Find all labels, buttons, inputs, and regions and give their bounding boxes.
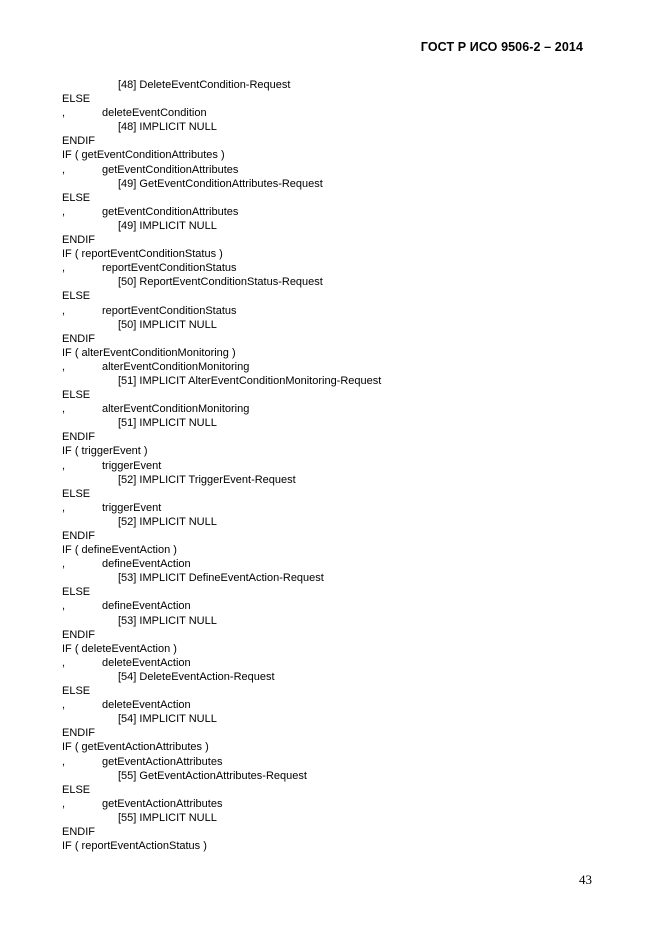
code-keyword: ELSE [62,191,91,204]
code-keyword: ENDIF [62,234,95,247]
code-choice-type: [49] GetEventConditionAttributes-Request [118,177,323,190]
code-keyword: ENDIF [62,135,95,148]
code-keyword: ENDIF [62,530,95,542]
code-line [0,148,662,162]
code-keyword: IF ( getEventActionAttributes ) [62,741,209,754]
code-choice-type: [53] IMPLICIT NULL [118,614,217,627]
code-choice-name: triggerEvent [102,459,162,472]
code-line [0,92,662,106]
code-comma: , [62,558,66,571]
code-choice-name: triggerEvent [102,501,162,514]
code-comma: , [62,501,66,514]
code-keyword: IF ( reportEventConditionStatus ) [62,248,223,261]
code-choice-type: [52] IMPLICIT NULL [118,515,217,528]
code-choice-name: defineEventAction [102,558,191,571]
code-comma: , [62,304,66,317]
code-line [0,811,662,825]
code-comma: , [62,403,66,416]
code-choice-type: [54] IMPLICIT NULL [118,713,217,726]
code-choice-name: getEventConditionAttributes [102,163,239,176]
code-comma: , [62,699,66,712]
code-line [0,501,662,515]
code-keyword: ELSE [62,389,91,402]
code-choice-name: alterEventConditionMonitoring [102,403,250,416]
code-line [0,726,662,740]
code-keyword: ELSE [62,93,91,106]
code-choice-type: [54] DeleteEventAction-Request [118,670,275,683]
code-line [0,543,662,557]
code-line [0,670,662,684]
code-keyword: ENDIF [62,628,95,641]
code-line [0,614,662,628]
code-choice-type: [49] IMPLICIT NULL [118,219,217,232]
code-choice-type: [48] IMPLICIT NULL [118,121,217,134]
standard-id: ГОСТ Р ИСО 9506-2 – 2014 [420,40,583,54]
code-keyword: ENDIF [62,825,95,838]
code-line [0,487,662,501]
code-choice-type: [51] IMPLICIT NULL [118,417,217,430]
code-line [0,163,662,177]
code-choice-name: deleteEventAction [102,656,191,669]
code-choice-name: getEventActionAttributes [102,797,223,810]
code-line [0,332,662,346]
code-keyword: ELSE [62,487,91,500]
code-choice-type: [50] IMPLICIT NULL [118,318,217,331]
code-choice-type: [52] IMPLICIT TriggerEvent-Request [118,473,296,486]
code-line [0,402,662,416]
code-line [0,261,662,275]
code-keyword: ELSE [62,685,91,698]
code-line [0,444,662,458]
code-choice-name: getEventActionAttributes [102,755,223,768]
code-line [0,571,662,585]
code-comma: , [62,205,66,218]
code-choice-name: alterEventConditionMonitoring [102,360,250,373]
code-line [0,628,662,642]
code-comma: , [62,459,66,472]
code-line [0,289,662,303]
code-keyword: IF ( triggerEvent ) [62,445,148,458]
code-keyword: ENDIF [62,332,95,345]
code-line [0,656,662,670]
code-comma: , [62,107,66,120]
code-comma: , [62,360,66,373]
code-line [0,304,662,318]
code-choice-type: [55] GetEventActionAttributes-Request [118,769,307,782]
code-line [0,219,662,233]
code-comma: , [62,755,66,768]
code-keyword: ELSE [62,586,91,599]
code-comma: , [62,797,66,810]
asn1-code-listing [0,78,662,853]
code-choice-name: deleteEventAction [102,699,191,712]
code-keyword: IF ( defineEventAction ) [62,544,177,557]
code-line [0,247,662,261]
code-line [0,529,662,543]
code-line [0,599,662,613]
code-line [0,684,662,698]
code-line [0,698,662,712]
code-line [0,783,662,797]
code-choice-name: reportEventConditionStatus [102,304,237,317]
code-line [0,557,662,571]
code-choice-name: deleteEventCondition [102,107,207,120]
code-line [0,134,662,148]
code-line [0,740,662,754]
code-line [0,205,662,219]
code-line [0,191,662,205]
code-line [0,78,662,92]
code-keyword: ENDIF [62,431,95,444]
code-line [0,430,662,444]
code-keyword: ELSE [62,290,91,303]
code-comma: , [62,163,66,176]
code-choice-type: [55] IMPLICIT NULL [118,811,217,824]
code-keyword: IF ( reportEventActionStatus ) [62,840,207,853]
code-keyword: IF ( deleteEventAction ) [62,642,177,655]
code-choice-name: defineEventAction [102,600,191,613]
code-line [0,120,662,134]
code-line [0,360,662,374]
document-header [421,40,583,54]
code-comma: , [62,656,66,669]
code-line [0,473,662,487]
code-choice-type: [50] ReportEventConditionStatus-Request [118,276,323,289]
code-keyword: ENDIF [62,727,95,740]
code-line [0,388,662,402]
code-choice-name: getEventConditionAttributes [102,205,239,218]
code-line [0,585,662,599]
code-line [0,642,662,656]
code-line [0,416,662,430]
code-line [0,106,662,120]
code-line [0,275,662,289]
code-choice-name: reportEventConditionStatus [102,262,237,275]
code-line [0,318,662,332]
code-line [0,769,662,783]
code-line [0,755,662,769]
code-keyword: ELSE [62,783,91,796]
code-line [0,797,662,811]
code-comma: , [62,262,66,275]
code-choice-type: [51] IMPLICIT AlterEventConditionMonitoring-Request [118,374,382,387]
code-line [0,346,662,360]
code-line [0,233,662,247]
page-number: 43 [579,872,592,887]
code-choice-type: [53] IMPLICIT DefineEventAction-Request [118,572,324,585]
code-line [0,825,662,839]
code-line [0,459,662,473]
code-choice-type: [48] DeleteEventCondition-Request [118,79,291,91]
code-line [0,177,662,191]
code-line [0,515,662,529]
code-line [0,839,662,853]
code-keyword: IF ( alterEventConditionMonitoring ) [62,346,236,359]
code-line [0,374,662,388]
code-comma: , [62,600,66,613]
code-line [0,712,662,726]
code-keyword: IF ( getEventConditionAttributes ) [62,149,225,162]
